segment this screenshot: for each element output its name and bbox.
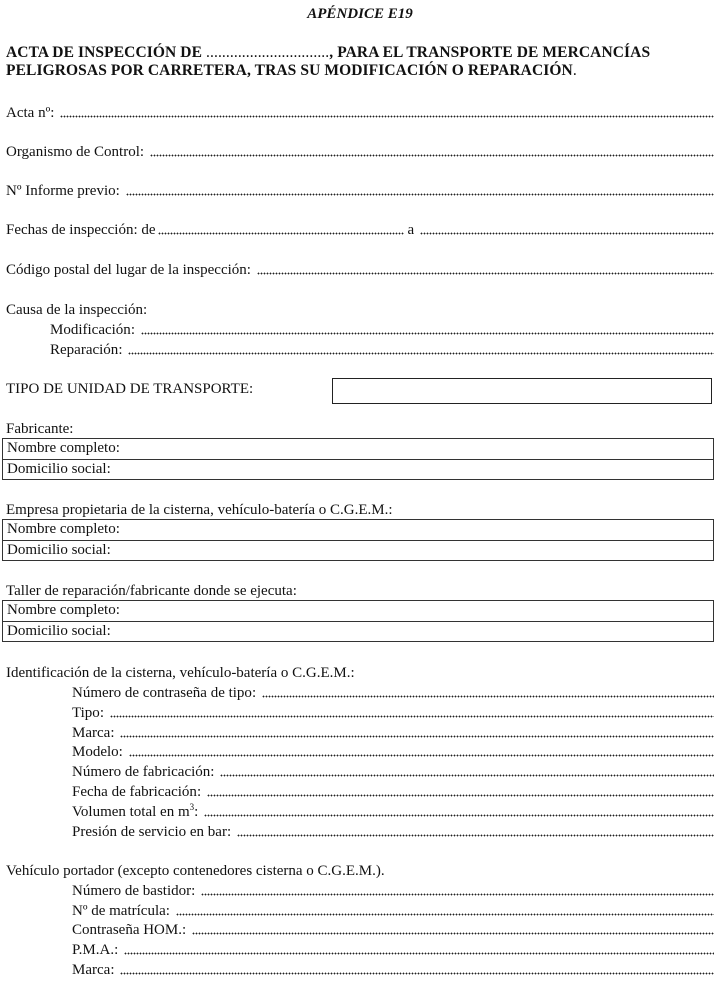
modelo-field[interactable]: Modelo: bbox=[72, 743, 714, 761]
volumen-superscript: 3 bbox=[189, 802, 195, 812]
fecha-fabricacion-blank[interactable] bbox=[207, 794, 714, 797]
acta-label: Acta nº bbox=[6, 105, 51, 121]
organismo-field[interactable]: Organismo de Control: bbox=[6, 143, 714, 161]
numero-fabricacion-label: Número de fabricación bbox=[72, 764, 211, 780]
title-end: . bbox=[572, 62, 577, 79]
matricula-blank[interactable] bbox=[176, 913, 714, 916]
fecha-fabricacion-label: Fecha de fabricación bbox=[72, 784, 197, 800]
vehiculo-marca-label: Marca bbox=[72, 962, 111, 978]
fechas-label: Fechas de inspección: de bbox=[6, 222, 156, 238]
bastidor-field[interactable]: Número de bastidor: bbox=[72, 882, 714, 900]
presion-blank[interactable] bbox=[237, 834, 714, 837]
tipo-unidad-input-box[interactable] bbox=[332, 378, 712, 404]
marca-field[interactable]: Marca: bbox=[72, 724, 714, 742]
bastidor-blank[interactable] bbox=[201, 893, 714, 896]
modificacion-blank[interactable] bbox=[141, 332, 714, 335]
document-title bbox=[6, 44, 718, 80]
pma-field[interactable]: P.M.A.: bbox=[72, 941, 714, 959]
contrasena-tipo-field[interactable]: Número de contraseña de tipo: bbox=[72, 684, 714, 702]
presion-field[interactable]: Presión de servicio en bar: bbox=[72, 823, 714, 841]
title-part-1: ACTA DE INSPECCIÓN DE bbox=[6, 44, 203, 61]
codigo-postal-label: Código postal del lugar de la inspección bbox=[6, 262, 247, 278]
title-part-2: , PARA EL TRANSPORTE DE MERCANCÍAS bbox=[329, 44, 651, 61]
contrasena-hom-label: Contraseña HOM. bbox=[72, 922, 182, 938]
fechas-a-label: a bbox=[407, 222, 415, 238]
reparacion-blank[interactable] bbox=[128, 352, 714, 355]
taller-domicilio-field[interactable]: Domicilio social: bbox=[3, 621, 713, 641]
tipo-label: Tipo bbox=[72, 705, 100, 721]
matricula-label: Nº de matrícula bbox=[72, 903, 166, 919]
contrasena-tipo-label: Número de contraseña de tipo bbox=[72, 685, 252, 701]
fabricante-domicilio-field[interactable]: Domicilio social: bbox=[3, 459, 713, 479]
informe-field[interactable]: Nº Informe previo: bbox=[6, 182, 714, 200]
marca-blank[interactable] bbox=[120, 735, 714, 738]
title-line-2: PELIGROSAS POR CARRETERA, TRAS SU MODIFICACIÓN O REPARACIÓN bbox=[6, 62, 573, 79]
marca-label: Marca bbox=[72, 725, 111, 741]
codigo-postal-blank[interactable] bbox=[257, 272, 714, 275]
title-blank: ............................... bbox=[206, 44, 330, 61]
informe-blank[interactable] bbox=[126, 193, 714, 196]
presion-label: Presión de servicio en bar bbox=[72, 824, 227, 840]
modificacion-label: Modificación bbox=[50, 322, 131, 338]
vehiculo-marca-field[interactable]: Marca: bbox=[72, 961, 714, 979]
volumen-label: Volumen total en m bbox=[72, 804, 190, 820]
fabricante-box bbox=[2, 438, 714, 480]
appendix-heading: APÉNDICE E19 bbox=[307, 6, 413, 22]
taller-nombre-field[interactable]: Nombre completo: bbox=[7, 602, 120, 618]
tipo-field[interactable]: Tipo: bbox=[72, 704, 714, 722]
informe-label: Nº Informe previo bbox=[6, 183, 116, 199]
taller-box bbox=[2, 600, 714, 642]
tipo-unidad-label: TIPO DE UNIDAD DE TRANSPORTE: bbox=[6, 381, 254, 397]
numero-fabricacion-blank[interactable] bbox=[220, 774, 714, 777]
numero-fabricacion-field[interactable]: Número de fabricación: bbox=[72, 763, 714, 781]
pma-blank[interactable] bbox=[124, 952, 714, 955]
acta-field[interactable]: Acta nº: bbox=[6, 104, 714, 122]
acta-blank[interactable] bbox=[60, 115, 714, 118]
taller-heading: Taller de reparación/fabricante donde se ejecuta: bbox=[6, 583, 297, 599]
contrasena-tipo-blank[interactable] bbox=[262, 695, 714, 698]
volumen-field[interactable]: Volumen total en $m^3$: bbox=[72, 803, 714, 821]
organismo-blank[interactable] bbox=[150, 154, 714, 157]
contrasena-hom-blank[interactable] bbox=[192, 932, 714, 935]
fecha-fabricacion-field[interactable]: Fecha de fabricación: bbox=[72, 783, 714, 801]
fechas-field[interactable] bbox=[6, 221, 714, 239]
modificacion-field[interactable]: Modificación: bbox=[50, 321, 714, 339]
causa-heading: Causa de la inspección: bbox=[6, 302, 148, 318]
modelo-blank[interactable] bbox=[129, 754, 714, 757]
contrasena-hom-field[interactable]: Contraseña HOM.: bbox=[72, 921, 714, 939]
volumen-blank[interactable] bbox=[204, 814, 714, 817]
organismo-label: Organismo de Control bbox=[6, 144, 140, 160]
reparacion-field[interactable]: Reparación: bbox=[50, 341, 714, 359]
modelo-label: Modelo bbox=[72, 744, 119, 760]
vehiculo-marca-blank[interactable] bbox=[120, 972, 714, 975]
empresa-box bbox=[2, 519, 714, 561]
pma-label: P.M.A. bbox=[72, 942, 115, 958]
codigo-postal-field[interactable]: Código postal del lugar de la inspección: bbox=[6, 261, 714, 279]
empresa-domicilio-field[interactable]: Domicilio social: bbox=[3, 540, 713, 560]
fabricante-heading: Fabricante: bbox=[6, 421, 74, 437]
fabricante-nombre-field[interactable]: Nombre completo: bbox=[7, 440, 120, 456]
empresa-nombre-field[interactable]: Nombre completo: bbox=[7, 521, 120, 537]
vehiculo-heading: Vehículo portador (excepto contenedores cisterna o C.G.E.M.). bbox=[6, 863, 385, 879]
fecha-desde-blank[interactable] bbox=[158, 232, 404, 235]
fecha-hasta-blank[interactable] bbox=[420, 232, 714, 235]
empresa-heading: Empresa propietaria de la cisterna, vehículo-batería o C.G.E.M.: bbox=[6, 502, 393, 518]
identificacion-heading: Identificación de la cisterna, vehículo-batería o C.G.E.M.: bbox=[6, 665, 355, 681]
tipo-blank[interactable] bbox=[110, 715, 714, 718]
reparacion-label: Reparación bbox=[50, 342, 119, 358]
bastidor-label: Número de bastidor bbox=[72, 883, 192, 899]
matricula-field[interactable]: Nº de matrícula: bbox=[72, 902, 714, 920]
